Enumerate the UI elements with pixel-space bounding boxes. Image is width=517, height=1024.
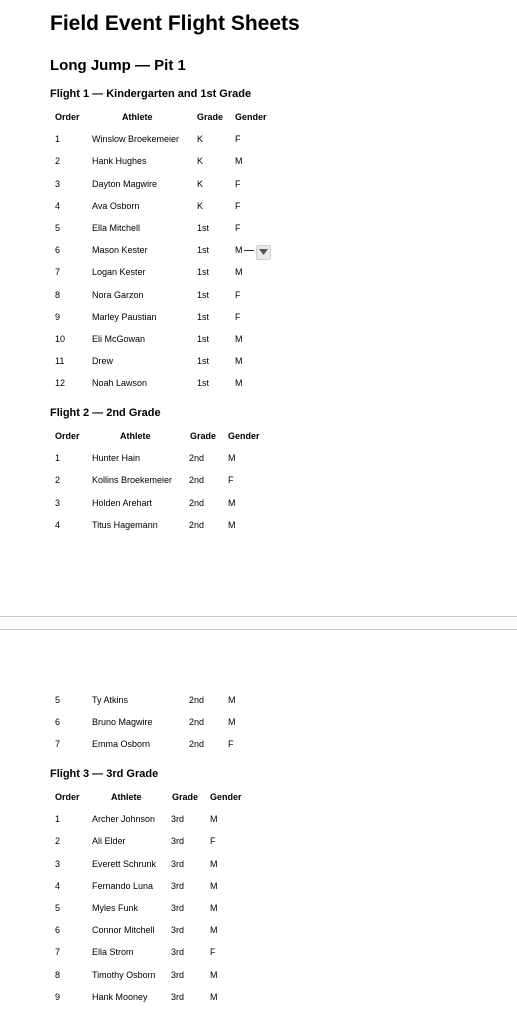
grade-cell: 2nd	[189, 739, 205, 750]
athlete-name-cell: Ella Strom	[92, 947, 134, 958]
grade-cell: K	[197, 178, 204, 189]
grade-cell: 1st	[197, 311, 210, 322]
athlete-name-cell: Noah Lawson	[92, 378, 148, 389]
flight-3-title: Flight 3 — 3rd Grade	[50, 768, 159, 780]
header-grade: Grade	[197, 112, 224, 123]
order-cell: 11	[55, 356, 65, 367]
order-cell: 12	[55, 378, 66, 389]
order-cell: 8	[55, 289, 61, 300]
grade-cell: K	[197, 156, 204, 167]
gender-cell: F	[235, 178, 241, 189]
athlete-name-cell: Hunter Hain	[92, 453, 141, 464]
flight-2-title: Flight 2 — 2nd Grade	[50, 407, 161, 419]
gender-cell: M	[235, 333, 243, 344]
grade-cell: 2nd	[189, 475, 205, 486]
header-order: Order	[55, 431, 80, 442]
order-cell: 3	[55, 497, 61, 508]
grade-cell: 3rd	[171, 991, 185, 1002]
grade-cell: 2nd	[189, 717, 205, 728]
grade-cell: 3rd	[171, 858, 185, 869]
grade-cell: 3rd	[171, 814, 185, 825]
text-cursor-underline	[244, 250, 254, 251]
gender-cell: M	[210, 814, 218, 825]
order-cell: 5	[55, 223, 61, 234]
order-cell: 1	[55, 134, 61, 145]
grade-cell: 1st	[197, 333, 210, 344]
order-cell: 6	[55, 717, 61, 728]
order-cell: 6	[55, 245, 61, 256]
order-cell: 4	[55, 880, 61, 891]
header-grade: Grade	[190, 431, 217, 442]
gender-cell: M	[228, 717, 236, 728]
grade-cell: 3rd	[171, 880, 185, 891]
athlete-name-cell: Nora Garzon	[92, 289, 144, 300]
grade-cell: 1st	[197, 356, 210, 367]
header-athlete: Athlete	[120, 431, 151, 442]
athlete-name-cell: Marley Paustian	[92, 311, 157, 322]
athlete-name-cell: Fernando Luna	[92, 880, 154, 891]
event-title: Long Jump — Pit 1	[50, 57, 186, 74]
gender-cell: F	[235, 289, 241, 300]
gender-cell: F	[210, 836, 216, 847]
gender-cell: F	[228, 475, 234, 486]
gender-cell: M	[228, 519, 236, 530]
header-grade: Grade	[172, 792, 199, 803]
athlete-name-cell: Ava Osborn	[92, 200, 140, 211]
athlete-name-cell: Kollins Broekemeier	[92, 475, 173, 486]
athlete-name-cell: Mason Kester	[92, 245, 148, 256]
order-cell: 6	[55, 925, 61, 936]
athlete-name-cell: Hank Hughes	[92, 156, 147, 167]
athlete-name-cell: Bruno Magwire	[92, 717, 153, 728]
header-athlete: Athlete	[111, 792, 142, 803]
flight-1-title: Flight 1 — Kindergarten and 1st Grade	[50, 88, 252, 100]
order-cell: 5	[55, 903, 61, 914]
grade-cell: 3rd	[171, 903, 185, 914]
gender-dropdown-button[interactable]	[256, 245, 271, 260]
order-cell: 2	[55, 475, 61, 486]
grade-cell: K	[197, 134, 204, 145]
athlete-name-cell: Ali Elder	[92, 836, 126, 847]
grade-cell: 2nd	[189, 497, 205, 508]
athlete-name-cell: Drew	[92, 356, 114, 367]
header-gender: Gender	[228, 431, 260, 442]
grade-cell: 2nd	[189, 453, 205, 464]
grade-cell: 3rd	[171, 836, 185, 847]
order-cell: 10	[55, 333, 66, 344]
grade-cell: K	[197, 200, 204, 211]
order-cell: 4	[55, 519, 61, 530]
gender-cell: M	[235, 156, 243, 167]
athlete-name-cell: Archer Johnson	[92, 814, 156, 825]
athlete-name-cell: Timothy Osborn	[92, 969, 156, 980]
order-cell: 3	[55, 178, 61, 189]
document-title: Field Event Flight Sheets	[50, 12, 300, 35]
gender-cell: F	[228, 739, 234, 750]
grade-cell: 3rd	[171, 969, 185, 980]
athlete-name-cell: Titus Hagemann	[92, 519, 158, 530]
gender-cell[interactable]: M	[235, 245, 254, 255]
order-cell: 9	[55, 991, 61, 1002]
athlete-name-cell: Winslow Broekemeier	[92, 134, 180, 145]
gender-cell: M	[235, 378, 243, 389]
athlete-name-cell: Ella Mitchell	[92, 223, 141, 234]
gender-cell: M	[210, 858, 218, 869]
athlete-name-cell: Eli McGowan	[92, 333, 146, 344]
grade-cell: 3rd	[171, 925, 185, 936]
athlete-name-cell: Connor Mitchell	[92, 925, 155, 936]
gender-cell: F	[235, 134, 241, 145]
athlete-name-cell: Holden Arehart	[92, 497, 153, 508]
athlete-name-cell: Hank Mooney	[92, 991, 148, 1002]
order-cell: 1	[55, 814, 61, 825]
gender-cell: M	[210, 925, 218, 936]
order-cell: 4	[55, 200, 61, 211]
athlete-name-cell: Emma Osborn	[92, 739, 151, 750]
grade-cell: 1st	[197, 223, 210, 234]
order-cell: 3	[55, 858, 61, 869]
grade-cell: 3rd	[171, 947, 185, 958]
gender-cell: M	[210, 880, 218, 891]
grade-cell: 2nd	[189, 695, 205, 706]
gender-cell: M	[235, 267, 243, 278]
order-cell: 8	[55, 969, 61, 980]
chevron-down-icon	[259, 249, 268, 255]
order-cell: 5	[55, 695, 61, 706]
order-cell: 2	[55, 836, 61, 847]
order-cell: 2	[55, 156, 61, 167]
gender-cell: M	[210, 903, 218, 914]
athlete-name-cell: Myles Funk	[92, 903, 139, 914]
athlete-name-cell: Ty Atkins	[92, 695, 129, 706]
order-cell: 7	[55, 267, 61, 278]
athlete-name-cell: Dayton Magwire	[92, 178, 158, 189]
order-cell: 9	[55, 311, 61, 322]
gender-cell: F	[235, 200, 241, 211]
header-order: Order	[55, 792, 80, 803]
grade-cell: 1st	[197, 289, 210, 300]
page-break	[0, 616, 517, 630]
header-order: Order	[55, 112, 80, 123]
gender-cell: F	[235, 223, 241, 234]
gender-cell: F	[235, 311, 241, 322]
grade-cell: 1st	[197, 267, 210, 278]
gender-cell: M	[228, 497, 236, 508]
header-athlete: Athlete	[122, 112, 153, 123]
gender-cell: M	[210, 991, 218, 1002]
athlete-name-cell: Logan Kester	[92, 267, 146, 278]
grade-cell: 1st	[197, 245, 210, 256]
athlete-name-cell: Everett Schrunk	[92, 858, 157, 869]
order-cell: 1	[55, 453, 61, 464]
order-cell: 7	[55, 739, 61, 750]
gender-cell: M	[228, 695, 236, 706]
header-gender: Gender	[210, 792, 242, 803]
gender-cell: F	[210, 947, 216, 958]
gender-cell: M	[228, 453, 236, 464]
order-cell: 7	[55, 947, 61, 958]
header-gender: Gender	[235, 112, 267, 123]
grade-cell: 2nd	[189, 519, 205, 530]
gender-cell: M	[210, 969, 218, 980]
gender-cell: M	[235, 356, 243, 367]
grade-cell: 1st	[197, 378, 210, 389]
